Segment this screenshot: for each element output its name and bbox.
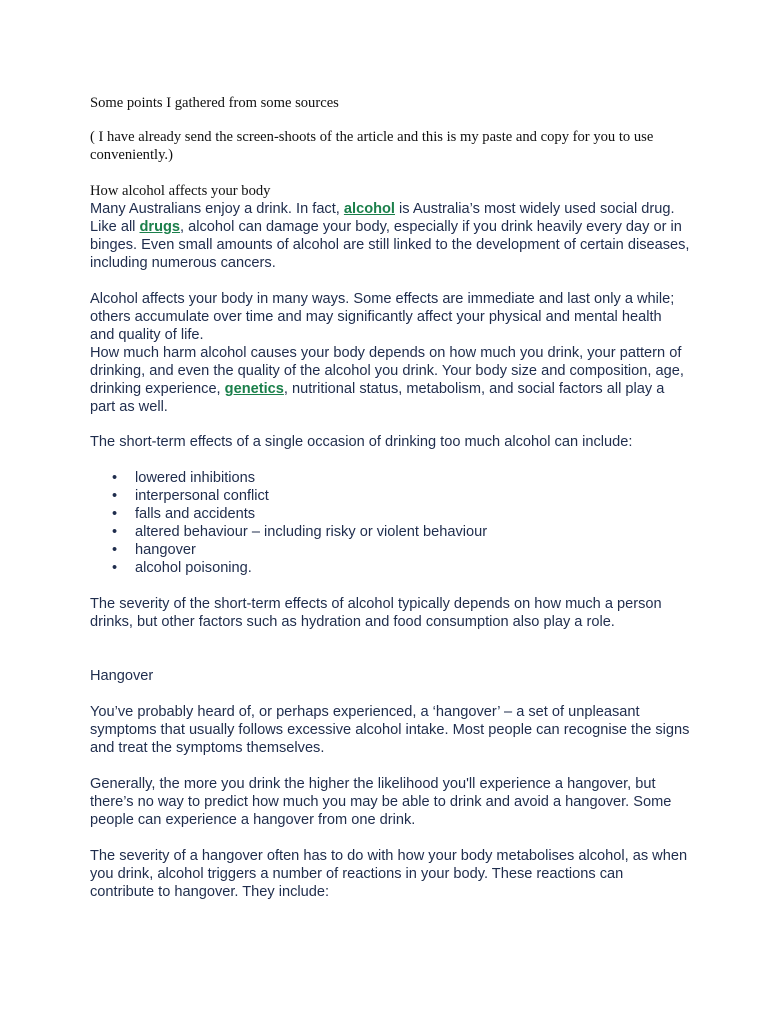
paragraph: You’ve probably heard of, or perhaps experienced, a ‘hangover’ – a set of unpleasant symptoms that usually follows excessive alcohol intake. Most people can recognise the signs and treat the symptoms themselves. bbox=[90, 704, 690, 756]
paragraph bbox=[90, 344, 690, 416]
section-heading-alcohol-effects: How alcohol affects your body bbox=[90, 183, 271, 199]
section-heading-hangover: Hangover bbox=[90, 668, 154, 684]
paragraph: The short-term effects of a single occasion of drinking too much alcohol can include: bbox=[90, 434, 633, 450]
list-item: • falls and accidents bbox=[90, 505, 690, 523]
genetics-link[interactable]: genetics bbox=[224, 381, 284, 397]
text-run: is Australia’s most widely used social drug. Like all bbox=[90, 201, 675, 235]
document-page bbox=[90, 94, 690, 901]
list-item: • alcohol poisoning. bbox=[90, 559, 690, 577]
paragraph: Generally, the more you drink the higher the likelihood you'll experience a hangover, but there’s no way to predict how much you may be able to drink and avoid a hangover. Some people can experience a hangover from one drink. bbox=[90, 776, 672, 828]
list-item: • hangover bbox=[90, 541, 690, 559]
intro-line: Some points I gathered from some sources bbox=[90, 95, 339, 111]
list-item: • altered behaviour – including risky or violent behaviour bbox=[90, 523, 690, 541]
drugs-link[interactable]: drugs bbox=[139, 219, 181, 235]
text-run: , nutritional status, metabolism, and social factors all play a part as well. bbox=[90, 381, 665, 415]
short-term-effects-list bbox=[90, 469, 690, 577]
paragraph: Alcohol affects your body in many ways. Some effects are immediate and last only a while; others accumulate over time and may significantly affect your physical and mental health and quality of life. bbox=[90, 291, 675, 343]
list-item: • lowered inhibitions bbox=[90, 469, 690, 487]
paragraph bbox=[90, 200, 690, 272]
paragraph: The severity of a hangover often has to do with how your body metabolises alcohol, as when you drink, alcohol triggers a number of reactions in your body. These reactions can contribute to hangover. They include: bbox=[90, 848, 688, 900]
paragraph: The severity of the short-term effects of alcohol typically depends on how much a person drinks, but other factors such as hydration and food consumption also play a role. bbox=[90, 596, 662, 630]
intro-note: ( I have already send the screen-shoots of the article and this is my paste and copy for you to use conveniently.) bbox=[90, 129, 654, 163]
text-run: How much harm alcohol causes your body depends on how much you drink, your pattern of drinking, and even the quality of the alcohol you drink. Your body size and composition, age, drinking experience, bbox=[90, 345, 684, 397]
text-run: , alcohol can damage your body, especially if you drink heavily every day or in binges. Even small amounts of alcohol are still linked to the development of certain diseases, including numerous cancers. bbox=[90, 219, 690, 271]
alcohol-link[interactable]: alcohol bbox=[343, 201, 395, 217]
list-item: • interpersonal conflict bbox=[90, 487, 690, 505]
text-run: Many Australians enjoy a drink. In fact, bbox=[90, 201, 344, 217]
